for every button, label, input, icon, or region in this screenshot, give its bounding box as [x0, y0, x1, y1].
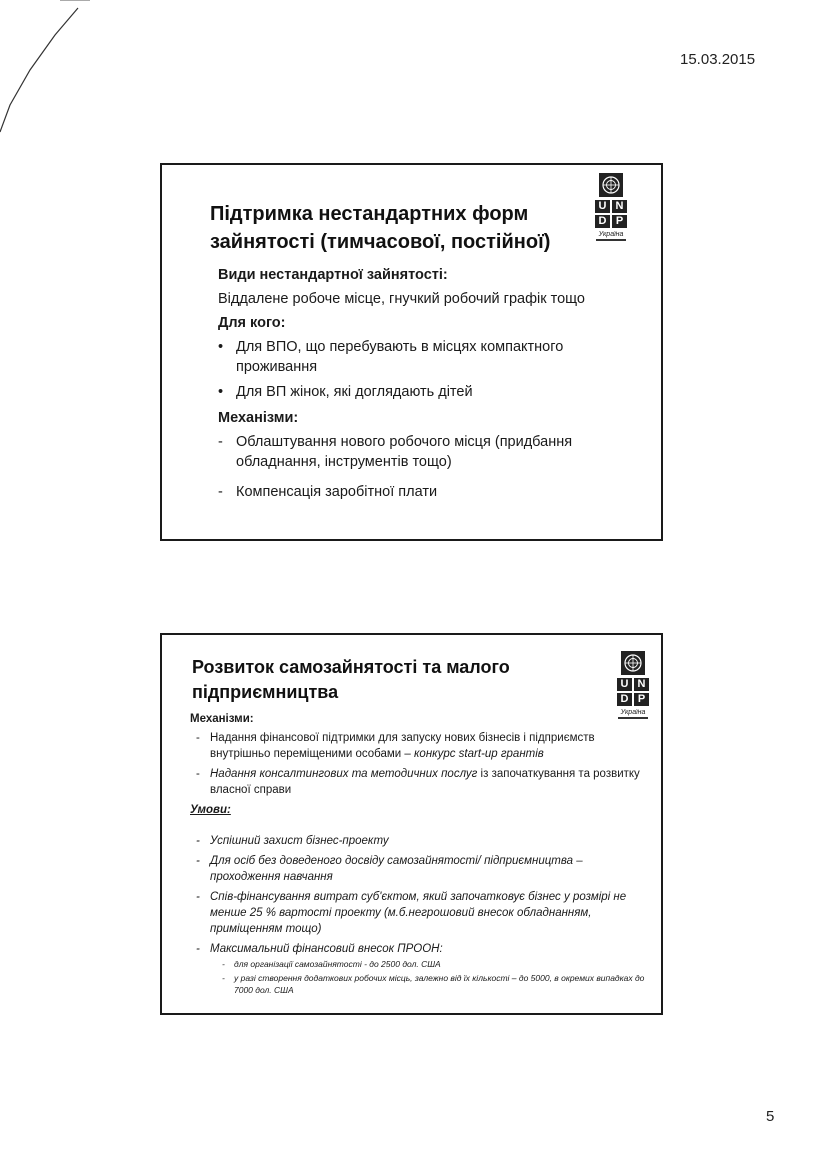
undp-letter: P	[612, 215, 627, 228]
un-emblem-icon	[621, 651, 645, 675]
list-item	[196, 941, 646, 996]
dash-marker: -	[218, 434, 223, 450]
list-item	[196, 833, 646, 849]
sub-condition-text: для організації самозайнятості - до 2500 дол. США	[234, 959, 441, 969]
logo-country: Україна	[620, 709, 646, 716]
list-item-text: Облаштування нового робочого місця (придбання обладнання, інструментів тощо)	[236, 434, 573, 470]
page-number: 5	[766, 1108, 775, 1125]
condition-text: Для осіб без доведеного досвіду самозайнятості/ підприємництва – проходження навчання	[210, 855, 583, 883]
mechanisms-list	[196, 730, 646, 798]
undp-letters	[595, 200, 627, 228]
mechanisms-heading: Механізми:	[218, 410, 299, 426]
slide2-body	[190, 711, 646, 1000]
bullet-marker: •	[218, 339, 224, 355]
mechanism-italic: Надання консалтингових та методичних послуг	[210, 768, 478, 780]
scan-artifact-line	[0, 0, 90, 140]
undp-letter: D	[617, 693, 632, 706]
dash-marker: -	[196, 855, 200, 867]
list-item	[222, 958, 646, 970]
dash-marker: -	[196, 891, 200, 903]
conditions-list	[196, 833, 646, 996]
un-emblem-icon	[599, 173, 623, 197]
conditions-heading: Умови:	[190, 804, 231, 816]
logo-country: Україна	[598, 231, 624, 238]
list-item	[196, 853, 646, 885]
mechanism-text: із започаткування та розвитку власної справи	[210, 768, 640, 796]
slide2-title: Розвиток самозайнятості та малого підприємництва	[192, 657, 510, 702]
undp-letter: N	[612, 200, 627, 213]
undp-letters	[617, 678, 649, 706]
slide1-title: Підтримка нестандартних форм зайнятості (тимчасової, постійної)	[210, 203, 551, 253]
dash-marker: -	[196, 835, 200, 847]
sub-conditions-list	[222, 958, 646, 996]
logo-underline	[596, 239, 626, 241]
slide-self-employment	[160, 633, 663, 1015]
dash-marker: -	[196, 768, 200, 780]
mechanisms-heading: Механізми:	[190, 713, 254, 725]
for-whom-heading: Для кого:	[218, 315, 286, 331]
list-item-text: Для ВПО, що перебувають в місцях компактного проживання	[236, 339, 564, 375]
dash-marker: -	[222, 973, 225, 983]
dash-marker: -	[218, 484, 223, 500]
for-whom-list	[218, 337, 638, 402]
slide1-body	[218, 265, 638, 508]
condition-text: Спів-фінансування витрат суб'єктом, який започатковує бізнес у розмірі не менше 25 % вартості проекту (м.б.негрошовий внесок обладнанням, приміщенням тощо)	[210, 891, 627, 935]
list-item	[222, 972, 646, 996]
slide-nonstandard-employment	[160, 163, 663, 541]
undp-logo	[592, 173, 630, 241]
list-item	[196, 766, 646, 798]
list-item	[196, 889, 646, 937]
undp-letter: U	[595, 200, 610, 213]
mechanisms-list	[218, 432, 638, 502]
types-heading: Види нестандартної зайнятості:	[218, 267, 448, 283]
list-item	[196, 730, 646, 762]
condition-text: Успішний захист бізнес-проекту	[210, 835, 389, 847]
undp-letter: P	[634, 693, 649, 706]
dash-marker: -	[196, 732, 200, 744]
list-item	[218, 482, 638, 502]
undp-letter: N	[634, 678, 649, 691]
spacer	[196, 821, 646, 833]
sub-condition-text: у разі створення додаткових робочих місць, залежно від їх кількості – до 5000, в окремих випадках до 7000 дол. США	[234, 973, 645, 995]
list-item	[218, 432, 638, 472]
types-text: Віддалене робоче місце, гнучкий робочий графік тощо	[218, 291, 585, 307]
dash-marker: -	[222, 959, 225, 969]
page-date: 15.03.2015	[680, 51, 756, 68]
list-item-text: Компенсація заробітної плати	[236, 484, 438, 500]
undp-logo	[614, 651, 652, 719]
bullet-marker: •	[218, 384, 224, 400]
dash-marker: -	[196, 943, 200, 955]
undp-letter: U	[617, 678, 632, 691]
mechanism-text: Надання фінансової підтримки для запуску нових бізнесів і підприємств внутрішньо переміщеними особами –	[210, 732, 595, 760]
list-item-text: Для ВП жінок, які доглядають дітей	[236, 384, 473, 400]
list-item	[218, 337, 638, 377]
condition-text: Максимальний фінансовий внесок ПРООН:	[210, 943, 443, 955]
list-item	[218, 382, 638, 402]
undp-letter: D	[595, 215, 610, 228]
mechanism-italic: конкурс start-up грантів	[414, 748, 544, 760]
